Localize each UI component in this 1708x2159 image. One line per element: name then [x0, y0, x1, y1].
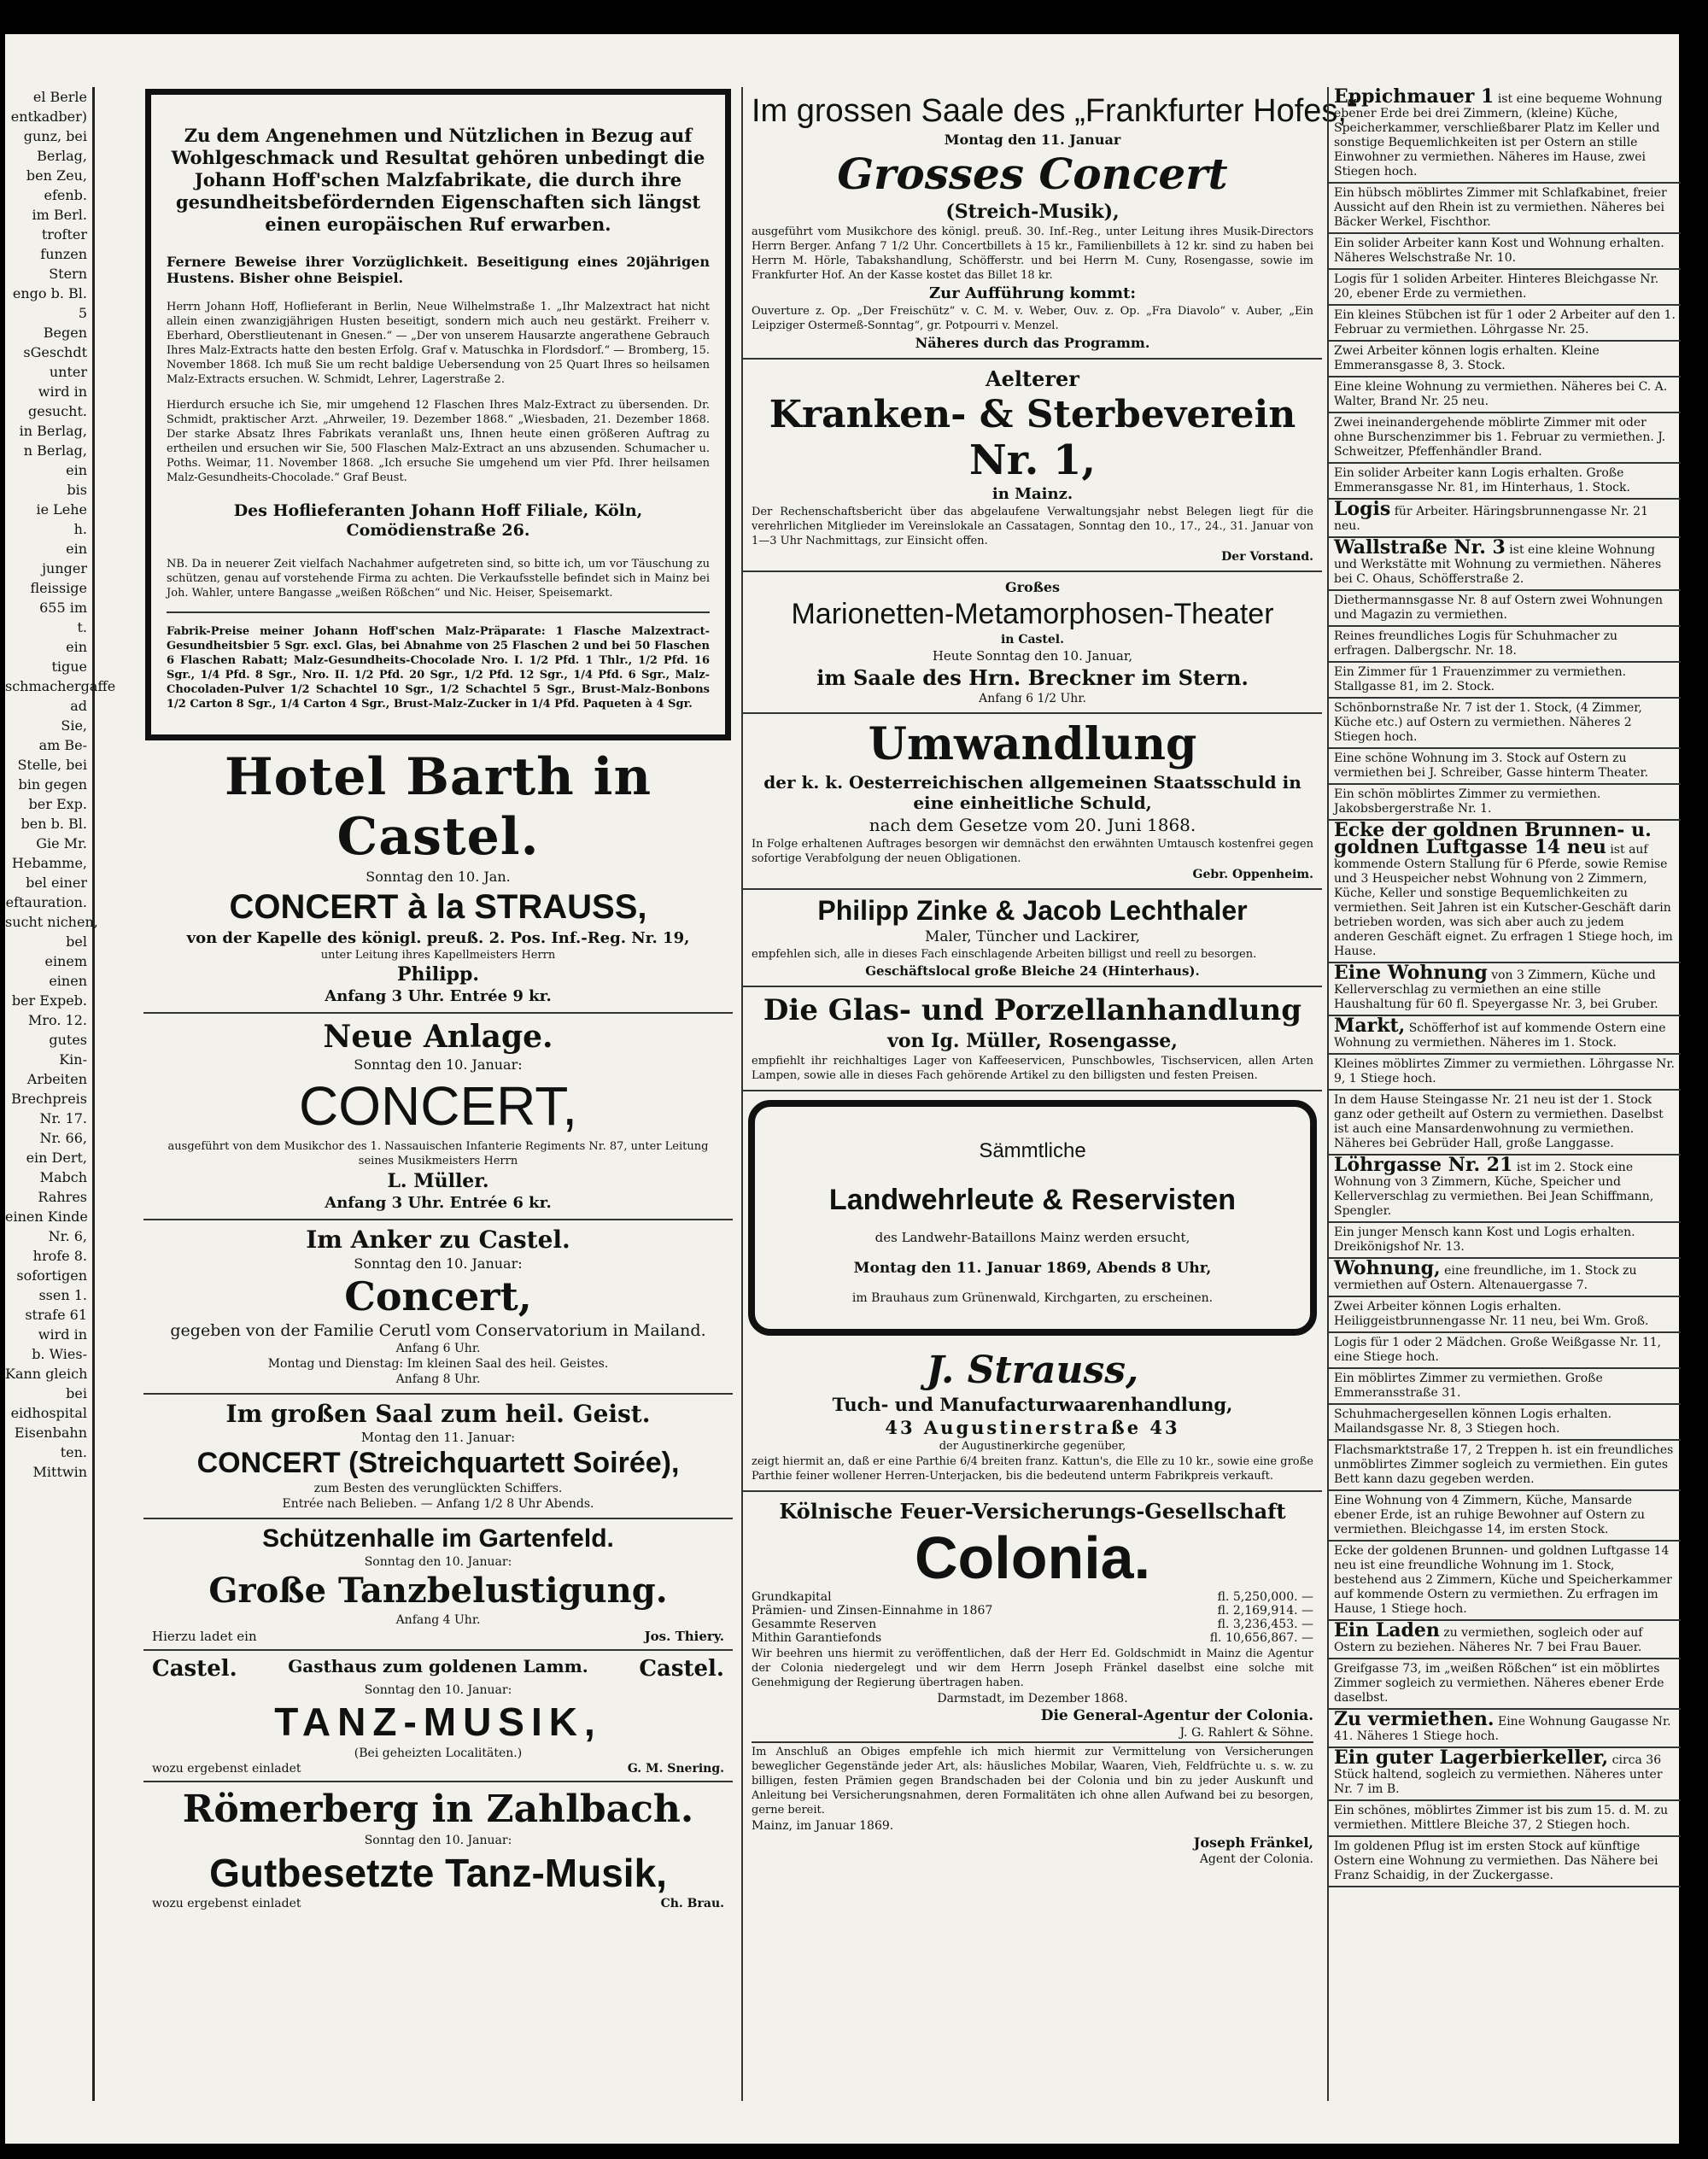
- column-2: [741, 87, 1358, 2101]
- classified-ad: [1329, 591, 1681, 627]
- classified-ad: [1329, 1659, 1681, 1710]
- colonia-place: Darmstadt, im Dezember 1868.: [937, 1692, 1128, 1706]
- mario-pre: Großes: [1004, 579, 1061, 595]
- classified-text: Ein hübsch möblirtes Zimmer mit Schlafkabinet, freier Aussicht auf den Rhein ist zu vermiethen. Näheres bei Bäcker Werkel, Fischthor.: [1334, 186, 1667, 229]
- classified-ad: [1329, 749, 1681, 785]
- roemer-invite: wozu ergebenst einladet: [152, 1897, 301, 1910]
- classified-text: Zwei Arbeiter können Logis erhalten. Heiliggeistbrunnengasse Nr. 11 neu, bei Wm. Groß.: [1334, 1300, 1649, 1328]
- colonia-row-value: fl. 10,656,867. —: [1209, 1631, 1313, 1645]
- classified-text: Eine kleine Wohnung zu vermiethen. Näheres bei C. A. Walter, Brand Nr. 25 neu.: [1334, 380, 1668, 408]
- classified-ad: [1329, 627, 1681, 663]
- left-strip-line: gutes: [49, 1032, 87, 1048]
- lamm-name: G. M. Snering.: [627, 1762, 724, 1776]
- left-strip-line: ten.: [60, 1444, 87, 1460]
- kranken-nr: Nr. 1,: [968, 436, 1097, 484]
- left-strip-line: ie Lehe: [36, 501, 87, 518]
- classified-text: Flachsmarktstraße 17, 2 Treppen h. ist ein freundliches unmöblirtes Zimmer sogleich zu vermiethen. Ein gutes Bett kann dazu gegeben werden.: [1334, 1443, 1674, 1486]
- anlage-title: Neue Anlage.: [323, 1019, 553, 1055]
- mario-place: in Castel.: [1000, 633, 1065, 647]
- left-strip-line: ad: [70, 698, 87, 714]
- left-strip-line: ein: [66, 639, 87, 655]
- glas-by: von Ig. Müller, Rosengasse,: [887, 1030, 1178, 1052]
- zinke-trade: Maler, Tüncher und Lackirer,: [924, 928, 1141, 945]
- colonia-advert: [743, 1492, 1322, 1873]
- classified-ad: [1329, 1405, 1681, 1441]
- classified-text: Ein kleines Stübchen ist für 1 oder 2 Arbeiter auf den 1. Februar zu vermiethen. Löhrgasse Nr. 25.: [1334, 308, 1676, 336]
- colonia-row-label: Grundkapital: [752, 1590, 832, 1604]
- neue-anlage-advert: [143, 1014, 733, 1220]
- classified-text: ist eine kleine Wohnung und Werkstätte mit Wohnung zu vermiethen. Näheres bei C. Ohaus, Schöfferstraße 2.: [1334, 543, 1662, 586]
- classified-text: Eine Wohnung von 4 Zimmern, Küche, Mansarde ebener Erde, ist an ruhige Bewohner auf Ostern zu vermiethen. Bleichgasse 14, im ersten Stock.: [1334, 1494, 1646, 1536]
- strauss-title: J. Strauss,: [926, 1349, 1139, 1392]
- classified-text: Eine schöne Wohnung im 3. Stock auf Ostern zu vermiethen bei J. Schreiber, Gasse hinterm Theater.: [1334, 752, 1649, 780]
- classified-text: Ein solider Arbeiter kann Logis erhalten. Große Emmeransgasse Nr. 81, im Hinterhaus, 1. Stock.: [1334, 466, 1630, 494]
- frankfurt-sub: (Streich-Musik),: [945, 201, 1120, 223]
- classified-ad: [1329, 1710, 1681, 1748]
- left-strip-line: Brechpreis: [11, 1091, 87, 1107]
- left-strip-line: Nr. 17.: [39, 1110, 87, 1126]
- anlage-by: ausgeführt von dem Musikchor des 1. Nassauischen Infanterie Regiments Nr. 87, unter Leitung seines Musikmeisters Herrn: [167, 1140, 709, 1167]
- kranken-title: Kranken- & Sterbeverein: [769, 393, 1296, 436]
- classified-ad: [1329, 963, 1681, 1016]
- frankfurt-title: Im grossen Saale des „Frankfurter Hofes,“: [752, 93, 1358, 129]
- geist-concert: CONCERT (Streichquartett Soirée),: [196, 1447, 680, 1479]
- left-strip-line: Nr. 6,: [48, 1228, 87, 1244]
- landwehr-body: des Landwehr-Bataillons Mainz werden ersucht,: [874, 1230, 1190, 1245]
- anker-time2: Anfang 8 Uhr.: [395, 1372, 481, 1386]
- left-strip-line: 5: [78, 305, 87, 321]
- anlage-name: L. Müller.: [387, 1170, 489, 1192]
- umwandlung-advert: [743, 714, 1322, 890]
- left-strip-line: bis: [67, 482, 87, 498]
- left-page-strip: [5, 87, 116, 2101]
- left-strip-line: Kann gleich: [5, 1366, 88, 1382]
- anlage-time: Anfang 3 Uhr. Entrée 6 kr.: [325, 1194, 552, 1212]
- classified-text: Schönbornstraße Nr. 7 ist der 1. Stock, (4 Zimmer, Küche etc.) auf Ostern zu vermiethen. Näheres 2 Stiegen hoch.: [1334, 701, 1642, 744]
- colonia-agency: Die General-Agentur der Colonia.: [1040, 1707, 1313, 1724]
- schuetzen-event: Große Tanzbelustigung.: [208, 1571, 668, 1611]
- frankfurt-prog-head: Zur Aufführung kommt:: [928, 284, 1136, 302]
- classified-ad: [1329, 821, 1681, 963]
- left-strip-line: im Berl.: [32, 207, 87, 223]
- colonia-title: Colonia.: [914, 1524, 1151, 1591]
- roemer-title: Römerberg in Zahlbach.: [182, 1787, 694, 1831]
- left-strip-line: in Berlag,: [19, 423, 87, 439]
- left-strip-line: Mabch: [39, 1169, 87, 1185]
- mario-time: Anfang 6 1/2 Uhr.: [979, 692, 1086, 705]
- classified-text: zu vermiethen, sogleich oder auf Ostern zu beziehen. Näheres Nr. 7 bei Frau Bauer.: [1334, 1626, 1643, 1654]
- left-strip-line: hrofe 8.: [32, 1248, 87, 1264]
- hotel-barth-advert: [143, 742, 733, 1014]
- frankfurt-event: Grosses Concert: [837, 149, 1228, 199]
- left-strip-line: Gie Mr.: [36, 835, 87, 851]
- classified-ad: [1329, 413, 1681, 464]
- classified-ad: [1329, 1156, 1681, 1223]
- lamm-date: Sonntag den 10. Januar:: [364, 1683, 512, 1697]
- classified-ad: [1329, 1333, 1681, 1369]
- landwehr-date: Montag den 11. Januar 1869, Abends 8 Uhr,: [853, 1260, 1212, 1277]
- glas-advert: [743, 987, 1322, 1091]
- zinke-body: empfehlen sich, alle in dieses Fach einschlagende Arbeiten billigst und reell zu besorgen.: [752, 948, 1257, 961]
- left-strip-line: bei: [66, 1385, 87, 1401]
- anker-title: Im Anker zu Castel.: [306, 1226, 570, 1254]
- classified-text: ist im 2. Stock eine Wohnung von 3 Zimmern, Küche, Speicher und Kellerverschlag zu vermiethen. Bei Jean Schiffmann, Spengler.: [1334, 1161, 1654, 1218]
- left-strip-line: ssen 1.: [38, 1287, 87, 1303]
- left-strip-line: Arbeiten: [26, 1071, 87, 1087]
- left-strip-line: einem: [44, 953, 87, 969]
- left-strip-line: Nr. 66,: [39, 1130, 87, 1146]
- classified-ad: [1329, 184, 1681, 234]
- malz-body2: Hierdurch ersuche ich Sie, mir umgehend 12 Flaschen Ihres Malz-Extract zu übersenden. Dr. Schmidt, praktischer Arzt. „Ahrweiler, 19. Dezember 1868.“ „Wiesbaden, 21. Dezember 1868. Der starke Absatz Ihres Fabrikats veranlaßt uns, Ihnen heute einen größeren Auftrag zu ertheilen und ersuchen wir Sie, 500 Flaschen Malz-Extract an uns abzusenden. Schumacher u. Poths. Weimar, 11. November 1868. „Ich ersuche Sie umgehend um vier Pfd. Ihrer heilsamen Malz-Gesundheits-Chocolade.“ Graf Beust.: [167, 399, 710, 484]
- lamm-right: Castel.: [639, 1656, 724, 1682]
- classified-ad: [1329, 663, 1681, 699]
- left-strip-line: gesucht.: [27, 403, 87, 419]
- colonia-role: Agent der Colonia.: [1199, 1852, 1313, 1866]
- strauss-advert: [743, 1344, 1322, 1492]
- colonia-row-value: fl. 2,169,914. —: [1217, 1604, 1313, 1618]
- umw-law: nach dem Gesetze vom 20. Juni 1868.: [869, 815, 1196, 835]
- classified-ad: [1329, 1441, 1681, 1491]
- malz-headline: Zu dem Angenehmen und Nützlichen in Bezug auf Wohlgeschmack und Resultat gehören unbedingt die Johann Hoff'schen Malzfabrikate, die durch ihre gesundheitsbefördernden Eigenschaften sich längst einen europäischen Ruf erwarben.: [171, 125, 705, 235]
- landwehr-advert: [748, 1100, 1317, 1336]
- classified-text: ist eine bequeme Wohnung ebener Erde bei drei Zimmern, (kleine) Küche, Speicherkammer, verschließbarer Platz im Keller und sonstige Bequemlichkeiten ist per Ostern an stille Einwohner zu vermiethen. Näheres im Hause, zwei Stiegen hoch.: [1334, 92, 1663, 178]
- left-strip-line: trofter: [41, 226, 87, 243]
- classified-head: Löhrgasse Nr. 21: [1334, 1154, 1513, 1176]
- colonia-row: [752, 1631, 1313, 1645]
- malz-advert: [145, 89, 731, 740]
- classified-ad: [1329, 87, 1681, 184]
- classified-text: In dem Hause Steingasse Nr. 21 neu ist der 1. Stock ganz oder getheilt auf Ostern zu vermiethen. Daselbst ist auch eine Mansardenwohnung zu vermiethen. Näheres bei Gebrüder Hall, große Langgasse.: [1334, 1093, 1664, 1150]
- classified-text: Ein schön möblirtes Zimmer zu vermiethen. Jakobsbergerstraße Nr. 1.: [1334, 787, 1601, 816]
- left-strip-line: h.: [73, 521, 87, 537]
- barth-concert: CONCERT à la STRAUSS,: [229, 888, 647, 926]
- colonia-body2: Im Anschluß an Obiges empfehle ich mich hiermit zur Vermittelung von Versicherungen beweglicher Gegenstände jeder Art, als: häusliches Mobilar, Waaren, Vieh, Feldfrüchte u. s. w. zu billigen, festen Prämien gegen Brandschaden bei der Colonia und bin zu jeder Auskunft und Anleitung bei Versicherungsnahmen, deren Formalitäten ich ohne allen Aufwand bei zu besorgen, gerne bereit.: [752, 1746, 1313, 1817]
- classified-head: Wallstraße Nr. 3: [1334, 536, 1506, 559]
- frankfurt-body: ausgeführt vom Musikchore des königl. preuß. 30. Inf.-Reg., unter Leitung ihres Musik-Directors Herrn Berger. Anfang 7 1/2 Uhr. Concertbillets à 15 kr., Familienbillets à 12 kr. sind zu haben bei Herrn M. Hörle, Tabakshandlung, Schöfferstr. und bei Herrn M. Cuny, Rosengasse, sowie im Frankfurter Hof. An der Kasse kostet das Billet 18 kr.: [752, 225, 1313, 282]
- classified-ad: [1329, 1016, 1681, 1055]
- classified-text: Im goldenen Pflug ist im ersten Stock auf künftige Ostern eine Wohnung zu vermiethen. Das Nähere bei Franz Schaidig, in der Zuckergasse.: [1334, 1840, 1658, 1882]
- colonia-row: [752, 1604, 1313, 1618]
- mario-venue: im Saale des Hrn. Breckner im Stern.: [816, 665, 1249, 690]
- classified-text: Zwei ineinandergehende möblirte Zimmer mit oder ohne Burschenzimmer bis 1. Februar zu vermiethen. J. Schweitzer, Pfeffenhändler Brand.: [1334, 416, 1666, 459]
- anker-advert: [143, 1220, 733, 1395]
- left-strip-line: Hebamme,: [11, 855, 87, 871]
- left-strip-line: am Be-: [38, 737, 87, 753]
- classified-ad: [1329, 464, 1681, 500]
- left-strip-line: gunz, bei: [23, 128, 87, 144]
- schuetzen-name: Jos. Thiery.: [644, 1629, 724, 1644]
- classified-head: Ein Laden: [1334, 1619, 1440, 1641]
- classified-text: Reines freundliches Logis für Schuhmacher zu erfragen. Dalbergschr. Nr. 18.: [1334, 629, 1618, 658]
- colonia-date2: Mainz, im Januar 1869.: [752, 1819, 894, 1833]
- lamm-note: (Bei geheizten Localitäten.): [354, 1747, 523, 1760]
- colonia-row-value: fl. 5,250,000. —: [1217, 1590, 1313, 1604]
- left-strip-line: schmachergaffe: [5, 678, 116, 694]
- umw-body: der k. k. Oesterreichischen allgemeinen Staatsschuld in eine einheitliche Schuld,: [763, 772, 1301, 813]
- classified-head: Eppichmauer 1: [1334, 85, 1494, 108]
- mario-title: Marionetten-Metamorphosen-Theater: [791, 598, 1274, 630]
- malz-sub: Fernere Beweise ihrer Vorzüglichkeit. Beseitigung eines 20jährigen Hustens. Bisher ohne Beispiel.: [167, 254, 710, 286]
- classified-ad: [1329, 1801, 1681, 1837]
- classified-ad: [1329, 1542, 1681, 1621]
- column-3-classifieds: [1327, 87, 1681, 2101]
- umw-note: In Folge erhaltenen Auftrages besorgen wir demnächst den erwähnten Umtausch kostenfrei gegen sofortige Verabfolgung der neuen Obligationen.: [752, 838, 1313, 865]
- colonia-row-label: Gesammte Reserven: [752, 1618, 877, 1631]
- left-strip-line: ber Expeb.: [11, 992, 87, 1009]
- classified-text: Ein junger Mensch kann Kost und Logis erhalten. Dreikönigshof Nr. 13.: [1334, 1226, 1635, 1254]
- barth-name: Philipp.: [396, 963, 480, 986]
- anker-more: Montag und Dienstag: Im kleinen Saal des heil. Geistes.: [267, 1357, 609, 1371]
- classified-head: Logis: [1334, 498, 1391, 520]
- left-strip-line: Begen: [43, 325, 87, 341]
- goldenes-lamm-advert: [143, 1651, 733, 1782]
- classified-head: Ecke der goldnen Brunnen- u. goldnen Luftgasse 14 neu: [1334, 819, 1652, 858]
- left-strip-line: Stern: [49, 266, 87, 282]
- classified-text: Schuhmachergesellen können Logis erhalten. Mailandsgasse Nr. 8, 3 Stiegen hoch.: [1334, 1407, 1612, 1436]
- geist-title: Im großen Saal zum heil. Geist.: [225, 1400, 651, 1428]
- classified-text: Zwei Arbeiter können logis erhalten. Kleine Emmeransgasse 8, 3. Stock.: [1334, 344, 1600, 372]
- geist-date: Montag den 11. Januar:: [360, 1430, 516, 1445]
- lamm-title: Gasthaus zum goldenen Lamm.: [288, 1656, 588, 1676]
- roemerberg-advert: [143, 1782, 733, 1916]
- colonia-pre: Kölnische Feuer-Versicherungs-Gesellschaft: [779, 1499, 1286, 1524]
- left-strip-line: efenb.: [44, 187, 87, 203]
- krankenverein-advert: [743, 360, 1322, 572]
- left-strip-line: Mittwin: [32, 1464, 87, 1480]
- classified-text: circa 36 Stück haltend, sogleich zu vermiethen. Näheres unter Nr. 7 im B.: [1334, 1753, 1663, 1796]
- glas-title: Die Glas- und Porzellanhandlung: [763, 993, 1302, 1027]
- classified-ad: [1329, 1223, 1681, 1259]
- classified-ad: [1329, 342, 1681, 377]
- classified-text: Eine Wohnung Gaugasse Nr. 41. Näheres 1 Stiege hoch.: [1334, 1715, 1671, 1743]
- classified-text: von 3 Zimmern, Küche und Kellerverschlag zu vermiethen an eine stille Haushaltung für 60 fl. Speyergasse Nr. 3, bei Gruber.: [1334, 968, 1658, 1011]
- malz-prices: Fabrik-Preise meiner Johann Hoff'schen Malz-Präparate: 1 Flasche Malzextract-Gesundheitsbier 5 Sgr. excl. Glas, bei Abnahme von 25 Flaschen 2 und bei 50 Flaschen 6 Flaschen Rabatt; Malz-Gesundheits-Chocolade Nro. I. 1/2 Pfd. 1 Thlr., 1/2 Pfd. 16 Sgr., 1/4 Pfd. 8 Sgr., Nro. II. 1/2 Pfd. 20 Sgr., 1/2 Pfd. 12 Sgr., 1/4 Pfd. 6 Sgr., Malz-Chocoladen-Pulver 1/2 Schachtel 10 Sgr., 1/2 Schachtel 5 Sgr., Brust-Malz-Bonbons 1/2 Carton 8 Sgr., 1/4 Carton 4 Sgr., Brust-Malz-Zucker in 1/4 Pfd. Paqueten à 4 Sgr.: [167, 625, 710, 711]
- anker-concert: Concert,: [344, 1273, 532, 1319]
- frankfurt-more: Näheres durch das Programm.: [915, 335, 1150, 351]
- frankfurter-hof-advert: [743, 87, 1358, 360]
- heil-geist-advert: [143, 1395, 733, 1519]
- left-strip-line: einen: [49, 973, 87, 989]
- classified-ad: [1329, 270, 1681, 306]
- left-strip-line: bel einer: [26, 875, 87, 891]
- classified-ad: [1329, 1091, 1681, 1156]
- left-strip-line: sofortigen: [16, 1267, 87, 1284]
- glas-body: empfiehlt ihr reichhaltiges Lager von Kaffeeservicen, Punschbowles, Tischservicen, allen Arten Lampen, sowie alle in dieses Fach gehörende Artikel zu den billigsten und festen Preisen.: [752, 1055, 1313, 1082]
- left-strip-line: entkadber): [10, 108, 87, 125]
- left-strip-line: ben Zeu,: [26, 167, 87, 184]
- classified-ad: [1329, 500, 1681, 538]
- classified-ad: [1329, 1297, 1681, 1333]
- mario-date: Heute Sonntag den 10. Januar,: [932, 648, 1133, 664]
- malz-body: Herrn Johann Hoff, Hoflieferant in Berlin, Neue Wilhelmstraße 1. „Ihr Malzextract hat nicht allein einen zwanzigjährigen Husten beseitigt, sondern mich auch neu gestärkt. Freiherr v. Eberhard, Oberstlieutenant in Gnesen.“ — „Der von unserem Hausarzte angerathene Gebrauch Ihres Malz-Extracts hatte den besten Erfolg. Graf v. Matuschka in Flordsdorf.“ — Bromberg, 15. November 1868. Ich muß Sie um recht baldige Uebersendung von 25 Quart Ihres so heilsamen Malz-Extracts ersuchen. W. Schmidt, Lehrer, Lagerstraße 2.: [167, 301, 710, 386]
- colonia-agsign: J. G. Rahlert & Söhne.: [1179, 1726, 1313, 1740]
- geist-by: zum Besten des verunglückten Schiffers.: [313, 1482, 563, 1495]
- left-strip-line: Eisenbahn: [14, 1425, 87, 1441]
- classified-ad: [1329, 1621, 1681, 1659]
- landwehr-title: Landwehrleute & Reservisten: [828, 1184, 1237, 1216]
- classified-ad: [1329, 699, 1681, 749]
- anlage-date: Sonntag den 10. Januar:: [354, 1056, 523, 1073]
- left-strip-line: ein Dert,: [26, 1150, 87, 1166]
- classified-ad: [1329, 377, 1681, 413]
- frankfurt-prog: Ouverture z. Op. „Der Freischütz“ v. C. M. v. Weber, Ouv. z. Op. „Fra Diavolo“ v. Auber, „Ein Leipziger Ostermeß-Sonntag“, gr. Potpourri v. Menzel.: [752, 305, 1313, 332]
- left-strip-line: fleissige: [30, 580, 87, 596]
- left-strip-line: funzen: [40, 246, 87, 262]
- classified-text: Schöfferhof ist auf kommende Ostern eine Wohnung zu vermiethen. Näheres im 1. Stock.: [1334, 1021, 1666, 1050]
- landwehr-pre: Sämmtliche: [979, 1139, 1086, 1162]
- classified-text: Ein solider Arbeiter kann Kost und Wohnung erhalten. Näheres Welschstraße Nr. 10.: [1334, 237, 1664, 265]
- classified-text: Ein möblirtes Zimmer zu vermiethen. Große Emmeransstraße 31.: [1334, 1372, 1603, 1400]
- kranken-place: in Mainz.: [991, 485, 1073, 503]
- classified-ad: [1329, 538, 1681, 591]
- classified-ad: [1329, 1837, 1681, 1887]
- left-strip-line: Stelle, bei: [17, 757, 87, 773]
- classified-text: für Arbeiter. Häringsbrunnengasse Nr. 21 neu.: [1334, 505, 1648, 533]
- left-strip-line: unter: [49, 364, 87, 380]
- classified-text: ist auf kommende Ostern Stallung für 6 Pferde, sowie Remise und 3 Heuspeicher nebst Wohnung von 2 Zimmern, Küche, Keller und sonstige Bequemlichkeiten zu vermiethen. Seit Jahren ist ein Kutscher-Geschäft darin betrieben worden, was sich aber auch zu jedem anderen Geschäft eignet. Zu erfragen 1 Stiege hoch, im Hause.: [1334, 843, 1673, 958]
- roemer-name: Ch. Brau.: [660, 1897, 724, 1910]
- kranken-pre: Aelterer: [986, 366, 1079, 391]
- schuetzen-time: Anfang 4 Uhr.: [395, 1613, 481, 1627]
- roemer-event: Gutbesetzte Tanz-Musik,: [209, 1851, 667, 1895]
- classified-ad: [1329, 1748, 1681, 1801]
- left-strip-line: Sie,: [61, 717, 87, 734]
- malz-nb: NB. Da in neuerer Zeit vielfach Nachahmer aufgetreten sind, so bitte ich, um vor Täuschung zu schützen, genau auf vorstehende Firma zu achten. Die Verkaufsstelle befindet sich in Mainz bei Joh. Wahler, untere Bangasse „weißen Rößchen“ und Nic. Heiser, Speisemarkt.: [167, 558, 710, 600]
- left-strip-line: t.: [77, 619, 87, 635]
- marionetten-advert: [743, 572, 1322, 714]
- strauss-trade: Tuch- und Manufacturwaarenhandlung,: [832, 1394, 1233, 1415]
- anker-date: Sonntag den 10. Januar:: [354, 1255, 523, 1272]
- left-strip-line: engo b. Bl.: [12, 285, 87, 301]
- barth-time: Anfang 3 Uhr. Entrée 9 kr.: [325, 987, 552, 1005]
- kranken-body: Der Rechenschaftsbericht über das abgelaufene Verwaltungsjahr nebst Belegen liegt für die verehrlichen Mitglieder im Vereinslokale an Cassatagen, Sonntag den 10., 17., 24., 31. Januar von 1—3 Uhr Nachmittags, zur Einsicht offen.: [752, 506, 1313, 547]
- left-strip-line: ein: [66, 462, 87, 478]
- classified-head: Ein guter Lagerbierkeller,: [1334, 1747, 1609, 1769]
- classified-text: Ecke der goldenen Brunnen- und goldnen Luftgasse 14 neu ist eine freundliche Wohnung im 1. Stock, bestehend aus 2 Zimmern, Küche und Speicherkammer auf kommende Ostern zu vermiethen. Zu erfragen im Hause, 1 Stiege hoch.: [1334, 1544, 1672, 1616]
- landwehr-place: im Brauhaus zum Grünenwald, Kirchgarten, zu erscheinen.: [851, 1291, 1214, 1305]
- schuetzen-title: Schützenhalle im Gartenfeld.: [262, 1524, 614, 1553]
- zinke-loc: Geschäftslocal große Bleiche 24 (Hinterhaus).: [865, 963, 1200, 979]
- left-strip-line: Berlag,: [37, 148, 87, 164]
- left-strip-line: wird in: [38, 1326, 87, 1343]
- left-strip-line: el Berle: [32, 89, 87, 105]
- left-strip-line: sucht nichen,: [5, 914, 98, 930]
- classified-text: Ein schönes, möblirtes Zimmer ist bis zum 15. d. M. zu vermiethen. Mittlere Bleiche 37, 2 Stiegen hoch.: [1334, 1804, 1669, 1832]
- classified-text: Logis für 1 oder 2 Mädchen. Große Weißgasse Nr. 11, eine Stiege hoch.: [1334, 1336, 1662, 1364]
- schuetzenhalle-advert: [143, 1519, 733, 1651]
- left-strip-line: eidhospital: [10, 1405, 87, 1421]
- anlage-concert: CONCERT,: [299, 1075, 577, 1137]
- colonia-sign: Joseph Fränkel,: [1193, 1834, 1313, 1851]
- newspaper-page: [5, 34, 1679, 2144]
- barth-date: Sonntag den 10. Jan.: [366, 869, 511, 885]
- column-1: [143, 87, 733, 2101]
- left-strip-line: n Berlag,: [23, 442, 87, 459]
- strauss-addr: 43 Augustinerstraße 43: [885, 1417, 1180, 1438]
- lamm-invite: wozu ergebenst einladet: [152, 1762, 301, 1776]
- barth-title: Hotel Barth in Castel.: [224, 747, 652, 867]
- colonia-row: [752, 1618, 1313, 1631]
- left-strip-line: b. Wies-: [32, 1346, 87, 1362]
- left-strip-line: Kin-: [59, 1051, 87, 1068]
- classified-ad: [1329, 1055, 1681, 1091]
- schuetzen-invite: Hierzu ladet ein: [152, 1629, 257, 1644]
- colonia-row: [752, 1590, 1313, 1604]
- umw-title: Umwandlung: [868, 718, 1197, 770]
- left-strip-line: bel: [66, 933, 87, 950]
- anker-by: gegeben von der Familie Cerutl vom Conservatorium in Mailand.: [170, 1321, 706, 1340]
- left-strip-line: bin gegen: [18, 776, 87, 793]
- left-strip-line: strafe 61: [25, 1307, 87, 1323]
- frankfurt-date: Montag den 11. Januar: [944, 132, 1121, 148]
- umw-sign: Gebr. Oppenheim.: [1192, 868, 1313, 881]
- kranken-sign: Der Vorstand.: [1221, 550, 1313, 564]
- roemer-date: Sonntag den 10. Januar:: [364, 1834, 512, 1847]
- classified-text: Logis für 1 soliden Arbeiter. Hinteres Bleichgasse Nr. 20, ebener Erde zu vermiethen.: [1334, 272, 1659, 301]
- left-strip-line: tigue: [51, 658, 87, 675]
- left-strip-line: Mro. 12.: [28, 1012, 87, 1028]
- left-strip-line: ben b. Bl.: [20, 816, 87, 832]
- classified-head: Eine Wohnung: [1334, 962, 1488, 984]
- classified-text: Diethermannsgasse Nr. 8 auf Ostern zwei Wohnungen und Magazin zu vermiethen.: [1334, 594, 1664, 622]
- zinke-title: Philipp Zinke & Jacob Lechthaler: [817, 895, 1248, 926]
- classified-text: eine freundliche, im 1. Stock zu vermiethen auf Ostern. Altenauergasse 7.: [1334, 1264, 1637, 1292]
- colonia-row-label: Mithin Garantiefonds: [752, 1631, 882, 1645]
- classified-head: Wohnung,: [1334, 1257, 1441, 1279]
- classified-text: Greifgasse 73, im „weißen Rößchen“ ist ein möblirtes Zimmer sogleich zu vermiethen. Näheres ebener Erde daselbst.: [1334, 1662, 1664, 1705]
- left-strip-line: 655 im: [39, 600, 87, 616]
- colonia-row-label: Prämien- und Zinsen-Einnahme in 1867: [752, 1604, 993, 1618]
- classified-head: Zu vermiethen.: [1334, 1708, 1494, 1730]
- classified-ad: [1329, 1259, 1681, 1297]
- classified-head: Markt,: [1334, 1015, 1406, 1037]
- colonia-financials: [752, 1590, 1313, 1645]
- barth-lead: unter Leitung ihres Kapellmeisters Herrn: [320, 949, 556, 962]
- left-strip-line: eftauration.: [5, 894, 87, 910]
- anker-time: Anfang 6 Uhr.: [395, 1342, 481, 1355]
- classified-ad: [1329, 1491, 1681, 1542]
- left-strip-line: Rahres: [38, 1189, 87, 1205]
- strauss-opp: der Augustinerkirche gegenüber,: [939, 1440, 1126, 1453]
- barth-by: von der Kapelle des königl. preuß. 2. Pos. Inf.-Reg. Nr. 19,: [186, 929, 690, 947]
- geist-entry: Entrée nach Belieben. — Anfang 1/2 8 Uhr Abends.: [282, 1497, 594, 1511]
- left-strip-line: ein: [66, 541, 87, 557]
- lamm-event: TANZ-MUSIK,: [274, 1700, 602, 1744]
- left-strip-line: wird in: [38, 383, 87, 400]
- classified-ad: [1329, 234, 1681, 270]
- malz-firm: Des Hoflieferanten Johann Hoff Filiale, Köln, Comödienstraße 26.: [233, 501, 643, 540]
- colonia-row-value: fl. 3,236,453. —: [1217, 1618, 1313, 1631]
- schuetzen-date: Sonntag den 10. Januar:: [364, 1555, 512, 1569]
- zinke-advert: [743, 890, 1322, 987]
- left-strip-line: ber Exp.: [28, 796, 87, 812]
- classified-ad: [1329, 785, 1681, 821]
- classified-text: Ein Zimmer für 1 Frauenzimmer zu vermiethen. Stallgasse 81, im 2. Stock.: [1334, 665, 1627, 693]
- left-strip-line: sGeschdt: [23, 344, 87, 360]
- classified-ad: [1329, 1369, 1681, 1405]
- classified-ad: [1329, 306, 1681, 342]
- classified-text: Kleines möblirtes Zimmer zu vermiethen. Löhrgasse Nr. 9, 1 Stiege hoch.: [1334, 1057, 1675, 1085]
- left-strip-line: junger: [42, 560, 87, 576]
- strauss-body: zeigt hiermit an, daß er eine Parthie 6/4 breiten franz. Kattun's, die Elle zu 10 kr., sowie eine große Parthie feiner wollener Herren-Unterjacken, bis die bedeutend unterm Fabrikpreis verkauft.: [752, 1455, 1313, 1483]
- lamm-left: Castel.: [152, 1656, 237, 1682]
- left-strip-line: einen Kinde: [5, 1208, 88, 1225]
- colonia-body: Wir beehren uns hiermit zu veröffentlichen, daß der Herr Ed. Goldschmidt in Mainz die Agentur der Colonia niedergelegt und wir dem Herrn Joseph Fränkel daselbst eine solche mit Genehmigung der Regierung übertragen haben.: [752, 1647, 1313, 1689]
